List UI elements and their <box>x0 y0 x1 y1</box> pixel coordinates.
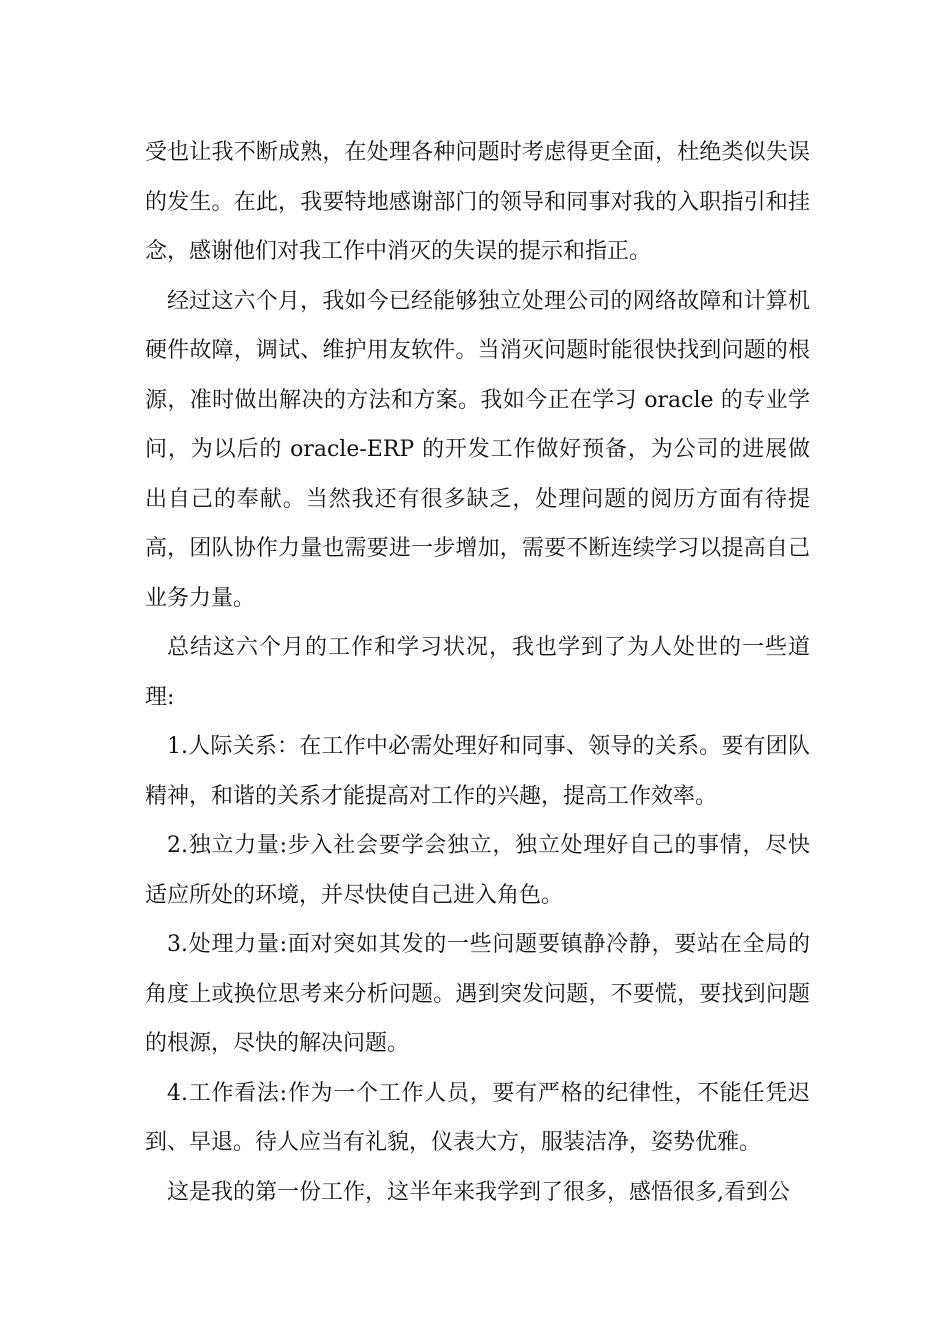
paragraph-3: 总结这六个月的工作和学习状况，我也学到了为人处世的一些道理: <box>145 635 810 710</box>
paragraph-last: 这是我的第一份工作，这半年来我学到了很多，感悟很多,看到公 <box>167 1179 790 1205</box>
list-item-4: 4.工作看法:作为一个工作人员，要有严格的纪律性，不能任凭迟到、早退。待人应当有礼貌，仪表大方，服装洁净，姿势优雅。 <box>145 1080 810 1155</box>
paragraph-1: 受也让我不断成熟，在处理各种问题时考虑得更全面，杜绝类似失误的发生。在此，我要特地感谢部门的领导和同事对我的入职指引和挂念，感谢他们对我工作中消灭的失误的提示和指正。 <box>145 140 810 264</box>
document-body <box>145 128 810 1217</box>
list-item-3: 3.处理力量:面对突如其发的一些问题要镇静冷静，要站在全局的角度上或换位思考来分析问题。遇到突发问题，不要慌，要找到问题的根源，尽快的解决问题。 <box>145 932 810 1056</box>
list-item-1: 1.人际关系：在工作中必需处理好和同事、领导的关系。要有团队精神，和谐的关系才能提高对工作的兴趣，提高工作效率。 <box>145 734 810 809</box>
paragraph-2: 经过这六个月，我如今已经能够独立处理公司的网络故障和计算机硬件故障，调试、维护用友软件。当消灭问题时能很快找到问题的根源，准时做出解决的方法和方案。我如今正在学习 oracle 的专业学问，为以后的 oracle-ERP 的开发工作做好预备，为公司的进展做出自己的奉献。当然我还有很多缺乏，处理问题的阅历方面有待提高，团队协作力量也需要进一步增加，需要不断连续学习以提高自己业务力量。 <box>145 288 810 611</box>
list-item-2: 2.独立力量:步入社会要学会独立，独立处理好自己的事情，尽快适应所处的环境，并尽快使自己进入角色。 <box>145 833 810 908</box>
